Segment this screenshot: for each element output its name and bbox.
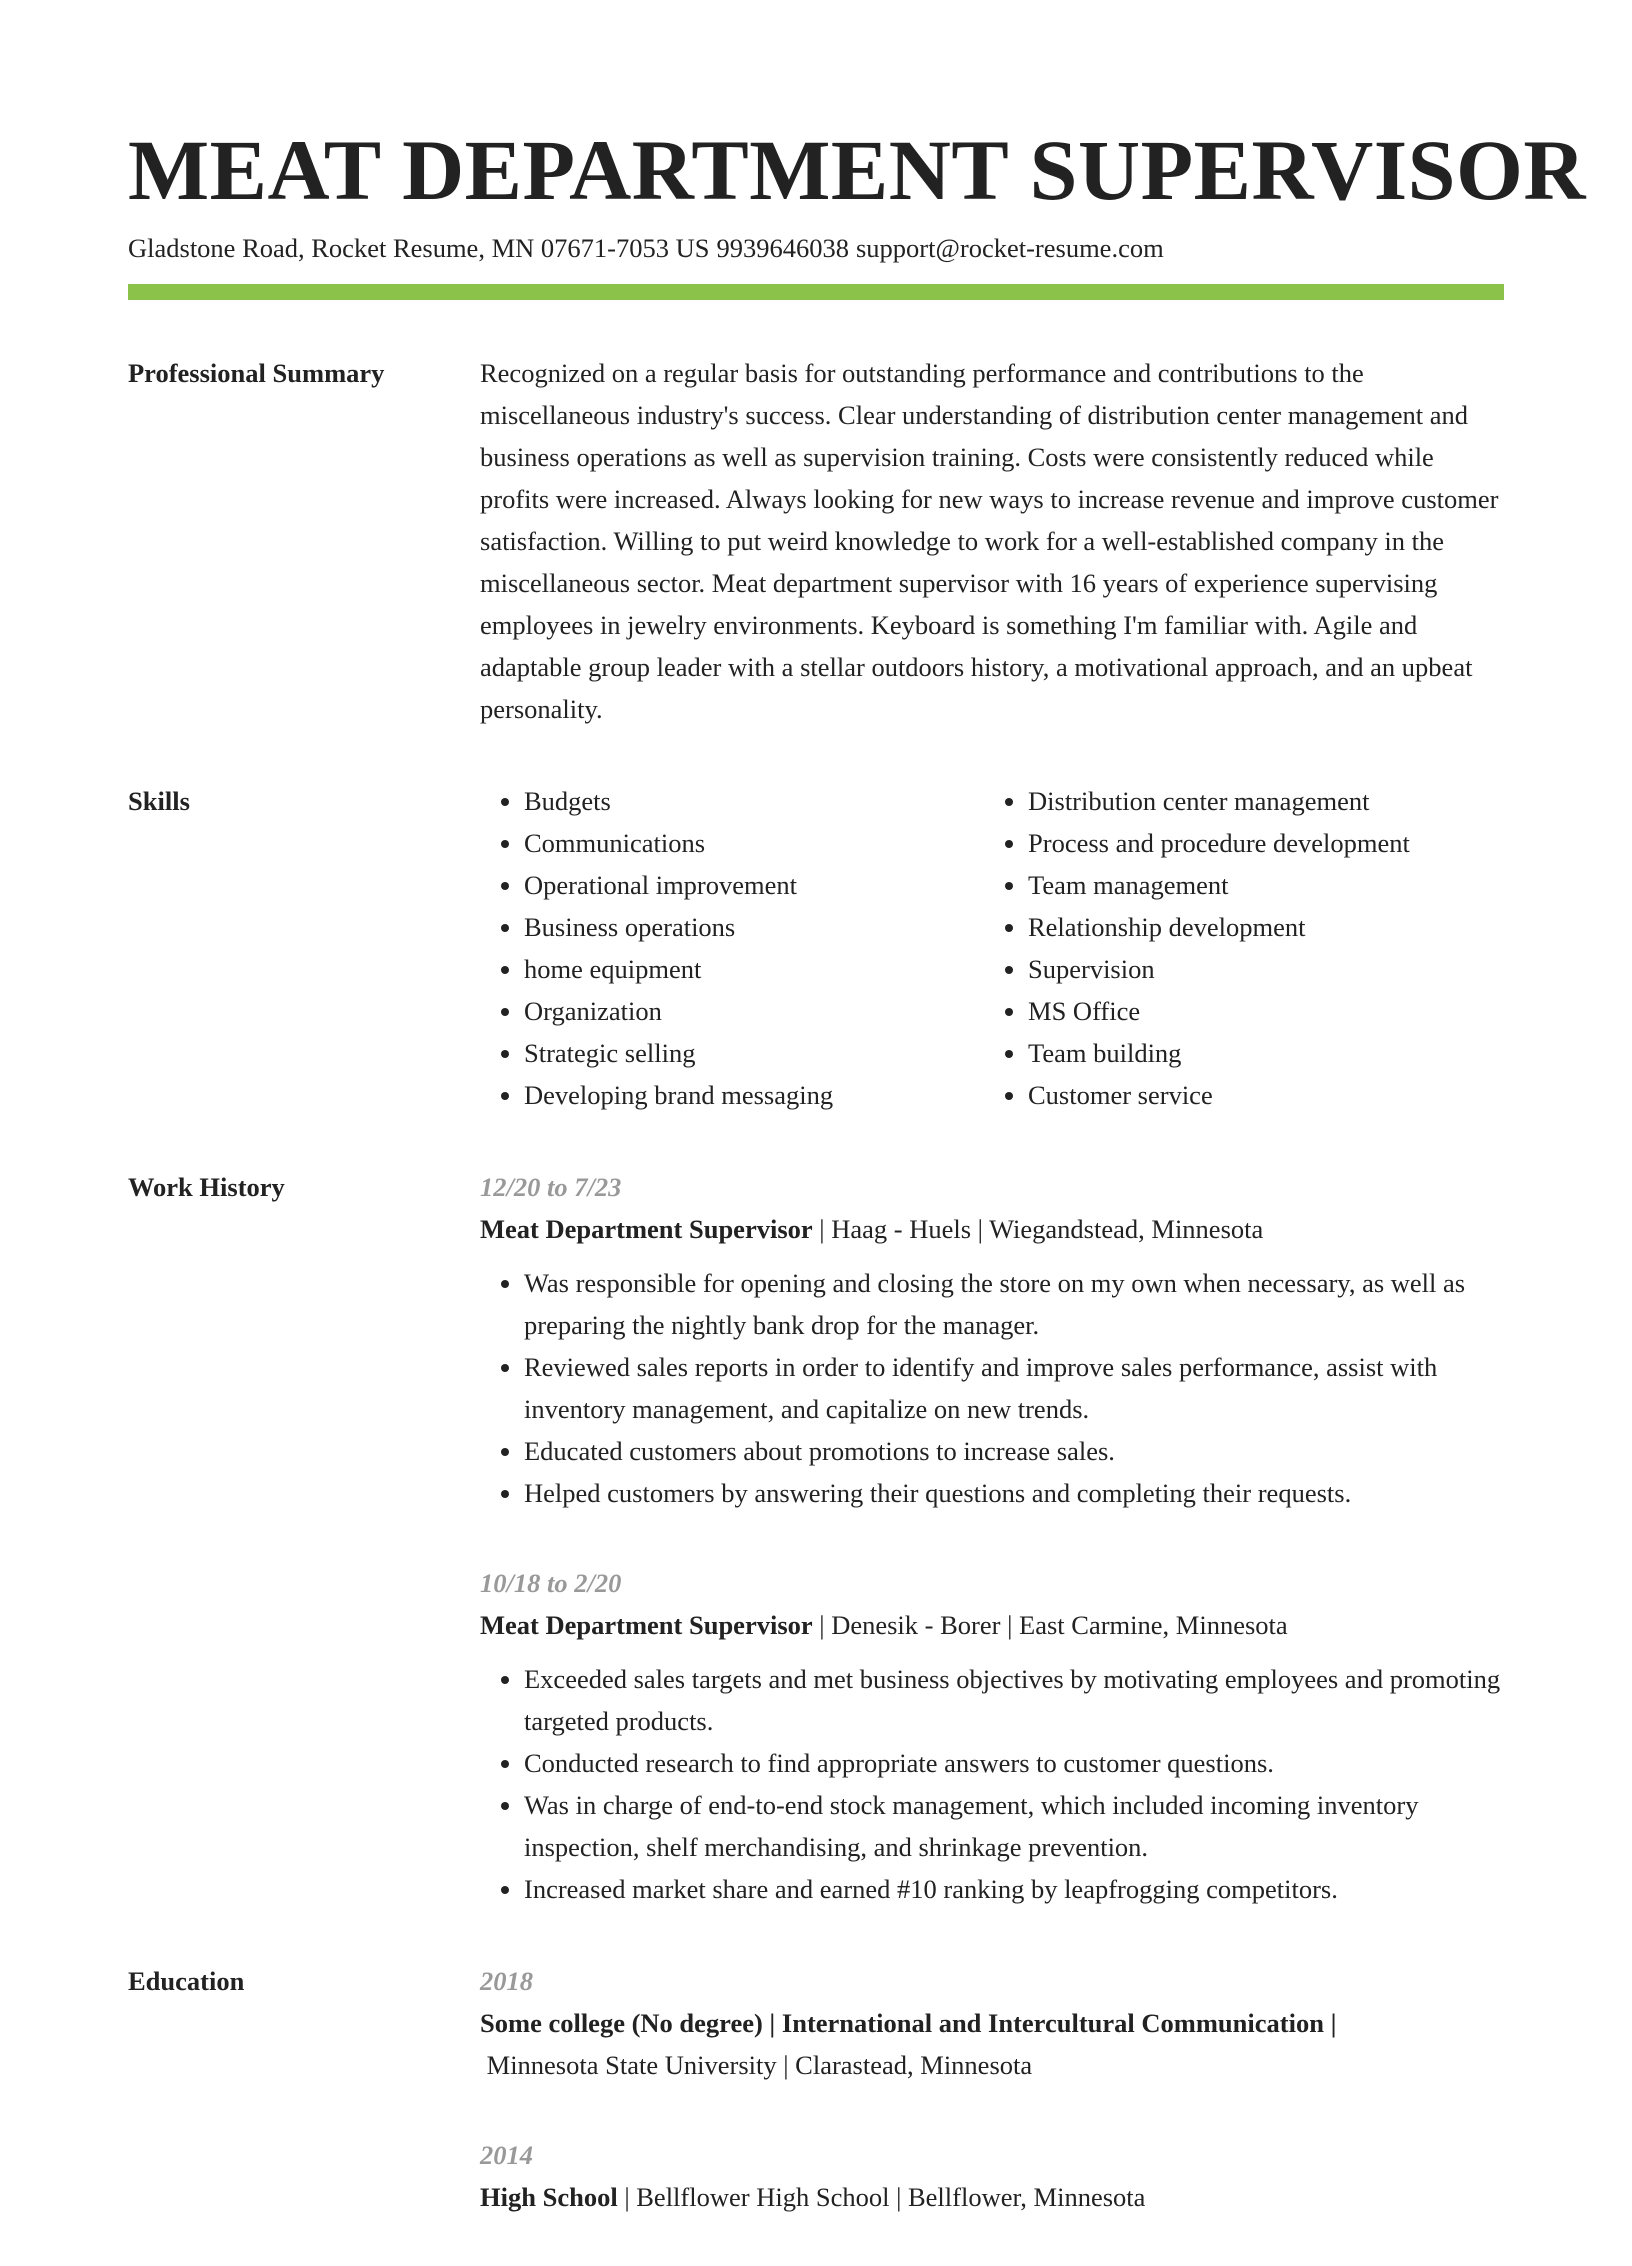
skill-item: • Communications [524, 822, 984, 864]
work-history-heading: Work History [128, 1172, 285, 1202]
skill-item: • Supervision [1028, 948, 1468, 990]
summary-heading: Professional Summary [128, 358, 385, 388]
education-degree: High School [480, 2182, 618, 2212]
education-degree-line [480, 2002, 1504, 2044]
education-school: Minnesota State University | Clarastead, Minnesota [486, 2050, 1033, 2080]
job-dates: 12/20 to 7/23 [480, 1172, 622, 1202]
contact-line [128, 230, 1504, 266]
skill-item: • Business operations [524, 906, 984, 948]
education-entry [480, 2134, 1504, 2218]
education-degree-line [480, 2176, 1504, 2218]
job-entry [480, 1562, 1504, 1910]
skill-item: • Developing brand messaging [524, 1074, 984, 1116]
education-entry [480, 1960, 1504, 2086]
job-role: Meat Department Supervisor [480, 1214, 813, 1244]
job-entry [480, 1166, 1504, 1514]
header-divider [128, 284, 1504, 300]
job-bullet: • Was responsible for opening and closing the store on my own when necessary, as well as preparing the nightly bank drop for the manager. [524, 1262, 1504, 1346]
skill-item: • MS Office [1028, 990, 1468, 1032]
job-bullets [480, 1262, 1504, 1514]
summary-text: Recognized on a regular basis for outstanding performance and contributions to the miscellaneous industry's success. Clear understanding of distribution center management and business operations as well as supervision training. Costs were consistently reduced while profits were increased. Always looking for new ways to increase revenue and improve customer satisfaction. Willing to put weird knowledge to work for a well-established company in the miscellaneous sector. Meat department supervisor with 16 years of experience supervising employees in jewelry environments. Keyboard is something I'm familiar with. Agile and adaptable group leader with a stellar outdoors history, a motivational approach, and an upbeat personality. [480, 358, 1499, 724]
education-year: 2014 [480, 2140, 533, 2170]
education-school: | Bellflower High School | Bellflower, Minnesota [624, 2182, 1146, 2212]
education-year: 2018 [480, 1966, 533, 1996]
job-header [480, 1604, 1504, 1646]
education-school-line [480, 2044, 1504, 2086]
skill-item: • Distribution center management [1028, 780, 1468, 822]
skill-item: • Organization [524, 990, 984, 1032]
skills-section [128, 780, 1504, 1116]
skill-item: • Process and procedure development [1028, 822, 1468, 864]
contact-phone: 9939646038 [716, 233, 849, 263]
resume-page [128, 120, 1586, 2266]
skill-item: • home equipment [524, 948, 984, 990]
resume-title: MEAT DEPARTMENT SUPERVISOR [128, 122, 1586, 218]
job-details: | Haag - Huels | Wiegandstead, Minnesota [819, 1214, 1264, 1244]
job-header [480, 1208, 1504, 1250]
job-bullet: • Exceeded sales targets and met business objectives by motivating employees and promoting targeted products. [524, 1658, 1504, 1742]
job-bullets [480, 1658, 1504, 1910]
education-heading: Education [128, 1966, 245, 1996]
skill-item: • Strategic selling [524, 1032, 984, 1074]
job-bullet: • Conducted research to find appropriate answers to customer questions. [524, 1742, 1504, 1784]
job-role: Meat Department Supervisor [480, 1610, 813, 1640]
skills-heading: Skills [128, 786, 190, 816]
skills-column-right [984, 780, 1468, 1116]
skill-item: • Budgets [524, 780, 984, 822]
job-bullet: • Reviewed sales reports in order to identify and improve sales performance, assist with inventory management, and capitalize on new trends. [524, 1346, 1504, 1430]
work-history-section [128, 1166, 1504, 1910]
skills-list [480, 780, 1504, 1116]
skill-item: • Team building [1028, 1032, 1468, 1074]
skill-item: • Operational improvement [524, 864, 984, 906]
job-bullet: • Was in charge of end-to-end stock management, which included incoming inventory inspection, shelf merchandising, and shrinkage prevention. [524, 1784, 1504, 1868]
skill-item: • Team management [1028, 864, 1468, 906]
job-dates: 10/18 to 2/20 [480, 1568, 622, 1598]
summary-section [128, 352, 1504, 730]
skill-item: • Customer service [1028, 1074, 1468, 1116]
education-section [128, 1960, 1504, 2266]
job-bullet: • Helped customers by answering their questions and completing their requests. [524, 1472, 1504, 1514]
skill-item: • Relationship development [1028, 906, 1468, 948]
contact-email: support@rocket-resume.com [855, 233, 1164, 263]
education-degree: Some college (No degree) | International and Intercultural Communication | [480, 2008, 1337, 2038]
contact-address: Gladstone Road, Rocket Resume, MN 07671-7053 US [128, 233, 710, 263]
job-bullet: • Educated customers about promotions to increase sales. [524, 1430, 1504, 1472]
skills-column-left [480, 780, 984, 1116]
job-bullet: • Increased market share and earned #10 ranking by leapfrogging competitors. [524, 1868, 1504, 1910]
job-details: | Denesik - Borer | East Carmine, Minnesota [819, 1610, 1288, 1640]
